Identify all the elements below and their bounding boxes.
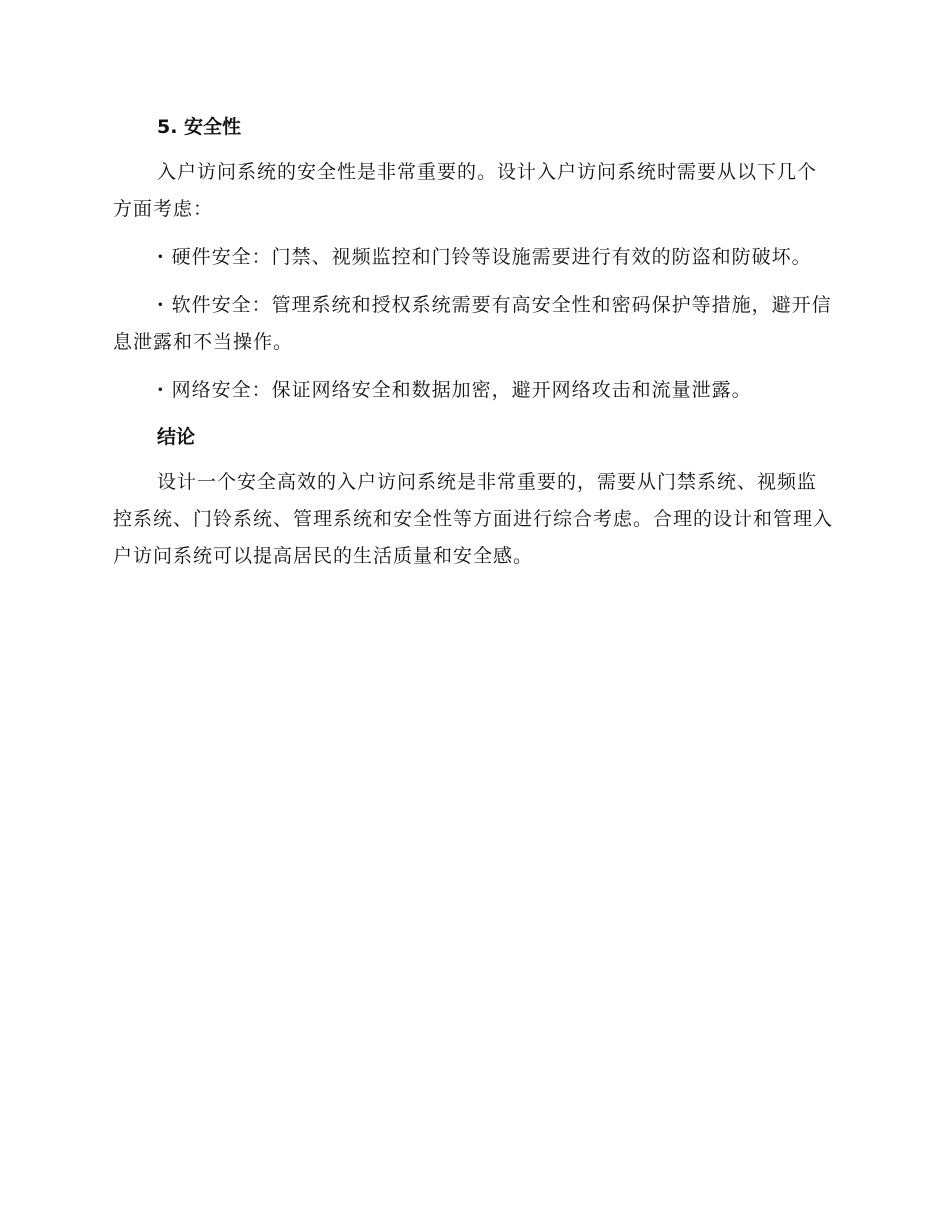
bullet-text: 网络安全：保证网络安全和数据加密，避开网络攻击和流量泄露。 [171,379,752,401]
bullet-marker: · [157,379,165,401]
document-page [113,110,833,586]
conclusion-paragraph: 设计一个安全高效的入户访问系统是非常重要的，需要从门禁系统、视频监控系统、门铃系统、管理系统和安全性等方面进行综合考虑。合理的设计和管理入户访问系统可以提高居民的生活质量和安全感。 [113,471,834,567]
security-intro-paragraph: 入户访问系统的安全性是非常重要的。设计入户访问系统时需要从以下几个方面考虑： [113,161,818,220]
bullet-marker: · [157,294,165,316]
bullet-network-security [113,372,833,409]
section-title-security: 5. 安全性 [157,116,242,138]
section-title-conclusion: 结论 [157,426,196,448]
bullet-hardware-security [113,239,833,276]
bullet-software-security [113,287,833,361]
bullet-marker: · [157,246,165,268]
bullet-text: 软件安全：管理系统和授权系统需要有高安全性和密码保护等措施，避开信息泄露和不当操作。 [113,294,832,353]
bullet-text: 硬件安全：门禁、视频监控和门铃等设施需要进行有效的防盗和防破坏。 [171,246,812,268]
